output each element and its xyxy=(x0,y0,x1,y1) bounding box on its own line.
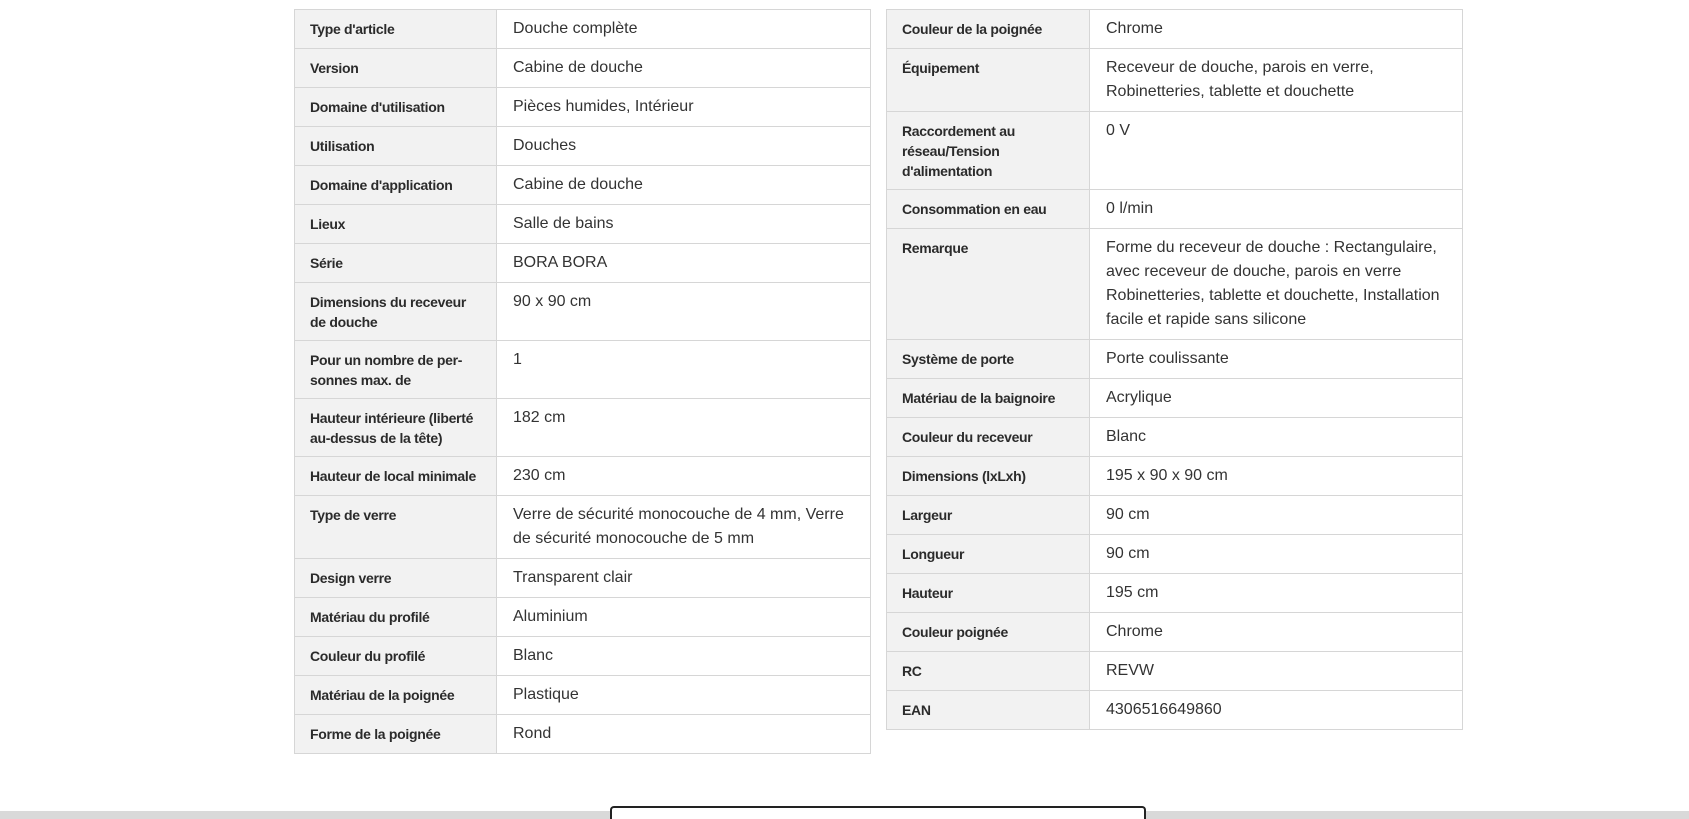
spec-value-text: Salle de bains xyxy=(513,215,614,232)
table-row xyxy=(295,457,871,496)
spec-label-text: Hauteur xyxy=(902,585,953,601)
spec-label-text: Matériau de la poignée xyxy=(310,687,455,703)
spec-label-text: Longueur xyxy=(902,546,965,562)
spec-value xyxy=(497,598,871,637)
spec-label-text: Consommation en eau xyxy=(902,201,1047,217)
spec-value xyxy=(1090,379,1463,418)
spec-value xyxy=(1090,613,1463,652)
spec-value xyxy=(1090,229,1463,340)
table-row xyxy=(295,166,871,205)
spec-value-text: Blanc xyxy=(513,647,554,664)
spec-label xyxy=(295,166,497,205)
spec-value-text: BORA BORA xyxy=(513,254,608,271)
spec-label-text: Largeur xyxy=(902,507,953,523)
table-row xyxy=(295,676,871,715)
spec-label xyxy=(887,652,1090,691)
spec-label-text: Couleur poignée xyxy=(902,624,1008,640)
spec-label-text: Remarque xyxy=(902,240,969,256)
spec-label xyxy=(295,244,497,283)
table-row xyxy=(887,652,1463,691)
spec-value-text: Blanc xyxy=(1106,428,1147,445)
spec-value-text: Aluminium xyxy=(513,608,588,625)
spec-value xyxy=(497,88,871,127)
spec-label xyxy=(295,676,497,715)
table-row xyxy=(295,10,871,49)
spec-label xyxy=(295,496,497,559)
spec-value xyxy=(497,457,871,496)
spec-value-text: 90 cm xyxy=(1106,545,1150,562)
spec-label xyxy=(887,190,1090,229)
table-row xyxy=(887,190,1463,229)
spec-value xyxy=(497,496,871,559)
table-row xyxy=(887,379,1463,418)
spec-value xyxy=(497,283,871,341)
spec-label xyxy=(887,10,1090,49)
spec-label-text: Forme de la poignée xyxy=(310,726,441,742)
table-row xyxy=(887,340,1463,379)
table-row xyxy=(295,88,871,127)
spec-table-left-body xyxy=(295,10,871,754)
table-row xyxy=(887,229,1463,340)
spec-label xyxy=(295,127,497,166)
spec-value xyxy=(1090,652,1463,691)
table-row xyxy=(887,418,1463,457)
spec-value-text: 0 l/min xyxy=(1106,200,1154,217)
spec-label xyxy=(295,637,497,676)
table-row xyxy=(887,112,1463,190)
spec-value xyxy=(1090,535,1463,574)
table-row xyxy=(295,205,871,244)
spec-label xyxy=(295,559,497,598)
spec-value-text: Douche complète xyxy=(513,20,638,37)
spec-label xyxy=(295,457,497,496)
spec-label xyxy=(295,49,497,88)
table-row xyxy=(295,559,871,598)
spec-label xyxy=(887,496,1090,535)
spec-value-text: Acrylique xyxy=(1106,389,1172,406)
spec-value xyxy=(497,637,871,676)
spec-label-text: Hauteur de local minimale xyxy=(310,468,476,484)
spec-label-text: Matériau de la baignoire xyxy=(902,390,1056,406)
spec-label xyxy=(887,418,1090,457)
spec-value-text: Rond xyxy=(513,725,552,742)
spec-value xyxy=(497,559,871,598)
spec-value xyxy=(1090,574,1463,613)
spec-value xyxy=(497,49,871,88)
table-row xyxy=(295,341,871,399)
spec-value xyxy=(1090,340,1463,379)
spec-value-text: 1 xyxy=(513,351,522,368)
spec-value-text: 230 cm xyxy=(513,467,566,484)
spec-value xyxy=(1090,496,1463,535)
table-row xyxy=(295,127,871,166)
spec-table-right-body xyxy=(887,10,1463,730)
table-row xyxy=(887,10,1463,49)
spec-label xyxy=(295,283,497,341)
spec-value xyxy=(497,10,871,49)
spec-label-text: Utilisation xyxy=(310,138,375,154)
spec-table-left xyxy=(294,9,871,754)
spec-value xyxy=(497,127,871,166)
spec-label-text: Hauteur intérieure (liberté au-dessus de la tête) xyxy=(310,410,474,446)
spec-label xyxy=(295,205,497,244)
spec-value xyxy=(1090,49,1463,112)
spec-value-text: 182 cm xyxy=(513,409,566,426)
table-row xyxy=(295,399,871,457)
spec-label xyxy=(295,715,497,754)
spec-value xyxy=(497,166,871,205)
spec-label-text: Domaine d'application xyxy=(310,177,453,193)
spec-label xyxy=(887,112,1090,190)
spec-value-text: Chrome xyxy=(1106,20,1163,37)
spec-label-text: Couleur du profilé xyxy=(310,648,426,664)
table-row xyxy=(887,457,1463,496)
spec-value-text: 90 cm xyxy=(1106,506,1150,523)
spec-label xyxy=(887,574,1090,613)
table-row xyxy=(887,496,1463,535)
table-row xyxy=(887,613,1463,652)
spec-value-text: Transparent clair xyxy=(513,569,633,586)
spec-label-text: EAN xyxy=(902,702,931,718)
spec-label xyxy=(887,691,1090,730)
spec-label xyxy=(887,340,1090,379)
spec-value xyxy=(1090,10,1463,49)
spec-value-text: Receveur de douche, parois en verre, Robinetteries, tablette et douchette xyxy=(1106,59,1374,100)
spec-label xyxy=(887,229,1090,340)
spec-label xyxy=(887,457,1090,496)
spec-value xyxy=(1090,190,1463,229)
spec-value-text: Cabine de douche xyxy=(513,59,643,76)
spec-label xyxy=(295,399,497,457)
spec-value-text: Pièces humides, Intérieur xyxy=(513,98,694,115)
spec-value xyxy=(497,715,871,754)
table-row xyxy=(887,49,1463,112)
spec-value-text: Douches xyxy=(513,137,577,154)
spec-value xyxy=(497,244,871,283)
spec-label-text: Lieux xyxy=(310,216,346,232)
spec-value-text: Verre de sécurité monocouche de 4 mm, Verre de sécurité monocouche de 5 mm xyxy=(513,506,844,547)
spec-label-text: Type d'article xyxy=(310,21,395,37)
spec-label-text: Design verre xyxy=(310,570,392,586)
spec-label-text: Type de verre xyxy=(310,507,397,523)
spec-label-text: Raccordement au réseau/Tension d'alimentation xyxy=(902,123,1015,179)
spec-value-text: REVW xyxy=(1106,662,1154,679)
spec-value xyxy=(1090,418,1463,457)
table-row xyxy=(295,49,871,88)
spec-label-text: Version xyxy=(310,60,359,76)
spec-label xyxy=(295,598,497,637)
table-row xyxy=(887,691,1463,730)
spec-label-text: Domaine d'utilisation xyxy=(310,99,445,115)
spec-value-text: 195 x 90 x 90 cm xyxy=(1106,467,1228,484)
spec-label-text: RC xyxy=(902,663,922,679)
spec-value xyxy=(1090,112,1463,190)
spec-value-text: 0 V xyxy=(1106,122,1131,139)
spec-value-text: Plastique xyxy=(513,686,579,703)
spec-label xyxy=(295,88,497,127)
spec-table-right xyxy=(886,9,1463,730)
spec-value-text: Forme du receveur de douche : Rectangulaire, avec receveur de douche, parois en verre Robinetteries, tablette et douchette, Installation facile et rapide sans silicone xyxy=(1106,239,1440,328)
table-row xyxy=(295,637,871,676)
spec-value-text: 4306516649860 xyxy=(1106,701,1222,718)
spec-label-text: Couleur de la poignée xyxy=(902,21,1042,37)
spec-label xyxy=(887,379,1090,418)
spec-value-text: Cabine de douche xyxy=(513,176,643,193)
spec-label-text: Couleur du receveur xyxy=(902,429,1033,445)
spec-label xyxy=(295,341,497,399)
table-row xyxy=(295,598,871,637)
spec-value xyxy=(497,205,871,244)
spec-label-text: Dimensions du receveur de douche xyxy=(310,294,467,330)
spec-label-text: Pour un nombre de per-sonnes max. de xyxy=(310,352,463,388)
spec-label xyxy=(887,535,1090,574)
table-row xyxy=(887,535,1463,574)
spec-label-text: Dimensions (lxLxh) xyxy=(902,468,1026,484)
spec-value xyxy=(497,399,871,457)
table-row xyxy=(887,574,1463,613)
table-row xyxy=(295,715,871,754)
spec-value-text: 195 cm xyxy=(1106,584,1159,601)
spec-value xyxy=(1090,691,1463,730)
spec-value-text: Porte coulissante xyxy=(1106,350,1229,367)
spec-value-text: 90 x 90 cm xyxy=(513,293,592,310)
spec-value xyxy=(497,341,871,399)
spec-value xyxy=(1090,457,1463,496)
spec-value-text: Chrome xyxy=(1106,623,1163,640)
spec-value xyxy=(497,676,871,715)
table-row xyxy=(295,244,871,283)
spec-label-text: Série xyxy=(310,255,343,271)
spec-label-text: Équipement xyxy=(902,60,980,76)
spec-label xyxy=(887,613,1090,652)
spec-label-text: Système de porte xyxy=(902,351,1014,367)
table-row xyxy=(295,496,871,559)
show-more-button[interactable] xyxy=(610,806,1146,819)
table-row xyxy=(295,283,871,341)
spec-label-text: Matériau du profilé xyxy=(310,609,430,625)
spec-label xyxy=(887,49,1090,112)
spec-label xyxy=(295,10,497,49)
